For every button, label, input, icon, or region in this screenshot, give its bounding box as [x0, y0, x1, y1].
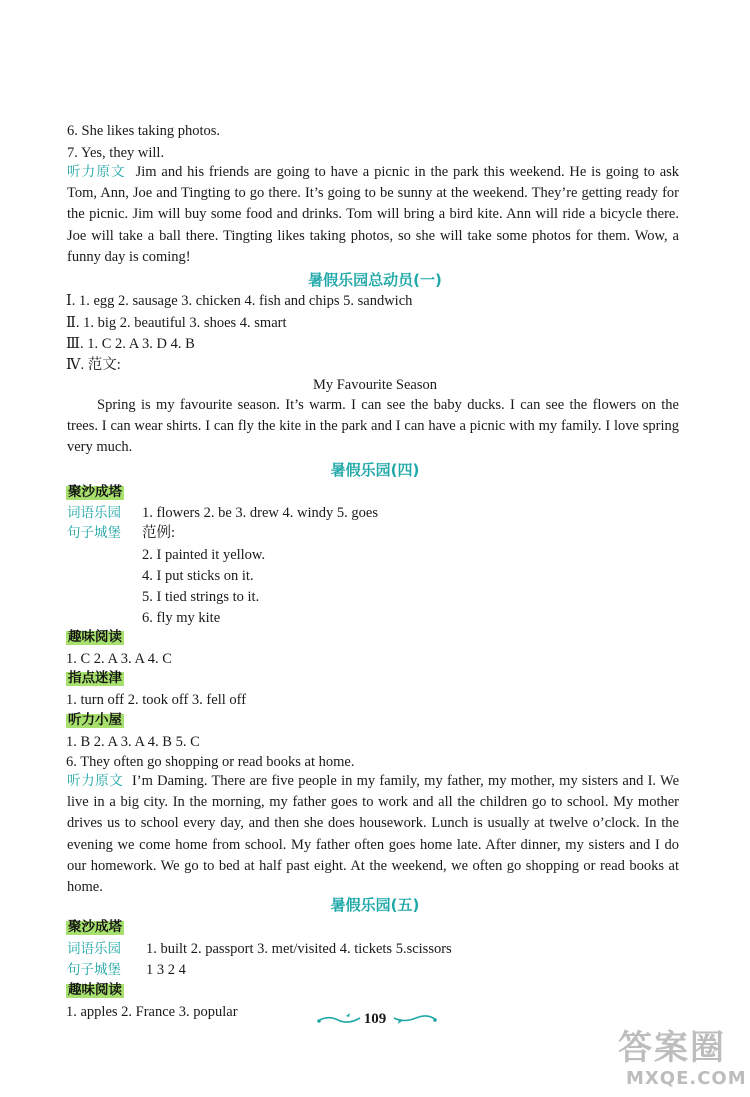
section4-words-answers: 1. flowers 2. be 3. drew 4. windy 5. goes [142, 505, 378, 521]
right-ornament-icon [392, 1012, 438, 1026]
listening-transcript-label: 听力原文 [67, 773, 124, 789]
watermark-logo [600, 1020, 750, 1097]
section5-label-accumulate: 聚沙成塔 [68, 919, 122, 935]
answer-line-7: 7. Yes, they will. [67, 145, 165, 161]
section4-sentence-example: 范例: [142, 525, 176, 541]
listening-transcript-1 [67, 162, 679, 268]
watermark-text-top: 答案圈 [618, 1028, 726, 1068]
section4-label-listening: 听力小屋 [68, 712, 122, 728]
listening-transcript-text: I’m Daming. There are five people in my family, my father, my mother, my sisters and I. We live in a big city. In the morning, my father goes to work and all the children go to school. My mother drives us to school every day, and then she does housework. Lunch is usually at twelve o’clock. In the evening we come home from school. My father often goes home late. After dinner, my sisters and I do our homework. We go to bed at half past eight. At the weekend, we often go shopping or read books at home. [67, 773, 679, 896]
section5-label-reading: 趣味阅读 [68, 982, 122, 998]
section4-label-accumulate: 聚沙成塔 [68, 484, 122, 500]
section-heading-5: 暑假乐园(五) [330, 896, 420, 914]
section4-listening-answer-6: 6. They often go shopping or read books at home. [66, 754, 355, 770]
section5-reading-answers: 1. apples 2. France 3. popular [66, 1004, 238, 1020]
section5-words-label: 词语乐园 [67, 941, 121, 957]
section4-sentence-label: 句子城堡 [67, 525, 121, 541]
review-answer-row-4: Ⅳ. 范文: [66, 357, 121, 373]
section-heading-4: 暑假乐园(四) [330, 461, 420, 479]
page-number: 109 [363, 1011, 387, 1027]
review-answer-row-3: Ⅲ. 1. C 2. A 3. D 4. B [66, 336, 195, 352]
section4-label-tips: 指点迷津 [68, 670, 122, 686]
watermark-text-bottom: MXQE.COM [626, 1068, 747, 1089]
section5-sentence-label: 句子城堡 [67, 962, 121, 978]
section4-reading-answers: 1. C 2. A 3. A 4. C [66, 651, 172, 667]
section-heading-review: 暑假乐园总动员(一) [308, 271, 442, 289]
section4-sentence-answer: 4. I put sticks on it. [142, 568, 254, 584]
section4-sentence-answer: 6. fly my kite [142, 610, 221, 626]
answer-line-6: 6. She likes taking photos. [67, 123, 221, 139]
section4-tips-answers: 1. turn off 2. took off 3. fell off [66, 692, 247, 708]
listening-transcript-2 [67, 771, 679, 898]
listening-transcript-text: Jim and his friends are going to have a picnic in the park this weekend. He is going to ask Tom, Ann, Joe and Tingting to go there. It’s going to be sunny at the weekend. They’re getting ready for the picnic. Jim will buy some food and drinks. Tom will bring a bird kite. Ann will ride a bicycle there. Joe will take a ball there. Tingting likes taking photos, so she will take some photos for them. Wow, a funny day is coming! [67, 164, 680, 265]
section5-words-answers: 1. built 2. passport 3. met/visited 4. tickets 5.scissors [146, 941, 452, 957]
section4-listening-answers: 1. B 2. A 3. A 4. B 5. C [66, 734, 200, 750]
section4-sentence-answer: 5. I tied strings to it. [142, 589, 260, 605]
review-answer-row-1: Ⅰ. 1. egg 2. sausage 3. chicken 4. fish and chips 5. sandwich [66, 293, 413, 309]
section4-words-label: 词语乐园 [67, 505, 121, 521]
section5-sentence-answers: 1 3 2 4 [146, 962, 186, 978]
section4-label-reading: 趣味阅读 [68, 629, 122, 645]
essay-body: Spring is my favourite season. It’s warm. I can see the baby ducks. I can see the flowers on the trees. I can wear shirts. I can fly the kite in the park and I can have a picnic with my family. I love spring very much. [67, 397, 679, 456]
review-answer-row-2: Ⅱ. 1. big 2. beautiful 3. shoes 4. smart [66, 315, 287, 331]
section4-sentence-answer: 2. I painted it yellow. [142, 547, 266, 563]
listening-transcript-label: 听力原文 [67, 164, 126, 180]
essay-title: My Favourite Season [312, 377, 438, 393]
